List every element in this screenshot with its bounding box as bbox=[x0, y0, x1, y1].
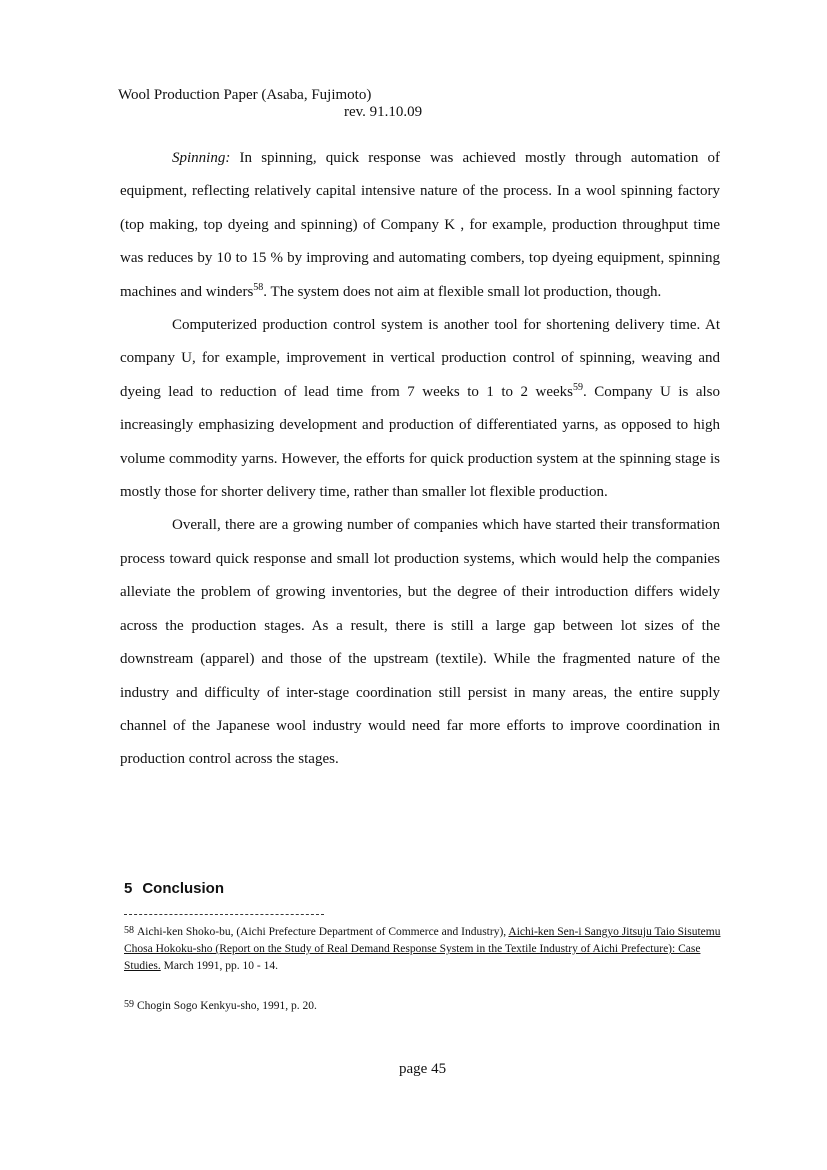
section-title: Conclusion bbox=[142, 880, 225, 897]
body-text bbox=[120, 142, 720, 777]
footnote-marker: 58 bbox=[124, 925, 134, 936]
paragraph-production-control bbox=[120, 309, 720, 509]
paragraph-lead: Spinning: bbox=[172, 150, 231, 166]
running-header bbox=[118, 86, 423, 120]
paragraph-text: . Company U is also increasingly emphasizing development and production of differentiated yarns, as opposed to high volume commodity yarns. However, the efforts for quick production system at the spinning stage is mostly those for shorter delivery time, rather than smaller lot flexible production. bbox=[120, 383, 720, 501]
footnote-ref-59: 59 bbox=[572, 381, 583, 393]
page-number: page 45 bbox=[399, 1061, 447, 1077]
footnote-citation-title: Aichi-ken Sen-i Sangyo Jitsuju Taio Sisutemu Chosa Hokoku-sho (Report on the Study of Real Demand Response System in the Textile Industry of Aichi Prefecture): Case Studies. bbox=[124, 926, 721, 972]
paragraph-text: Computerized production control system is another tool for shortening delivery time. At company U, for example, improvement in vertical production control of spinning, weaving and dyeing lead to reduction of lead time from 7 weeks to 1 to 2 weeks bbox=[120, 317, 720, 400]
section-number: 5 bbox=[124, 880, 133, 897]
footnote-ref-58: 58 bbox=[253, 281, 264, 293]
header-revision: rev. 91.10.09 bbox=[344, 104, 423, 120]
footnote-58 bbox=[124, 924, 724, 975]
paragraph-text: In spinning, quick response was achieved mostly through automation of equipment, reflecting relatively capital intensive nature of the process. In a wool spinning factory (top making, top dyeing and spinning) of Company K , for example, production throughput time was reduces by 10 to 15 % by improving and automating combers, top dyeing equipment, spinning machines and winders bbox=[120, 150, 720, 300]
paragraph-overall bbox=[120, 509, 720, 776]
paragraph-text: . The system does not aim at flexible small lot production, though. bbox=[263, 283, 662, 300]
footnote-marker: 59 bbox=[124, 999, 134, 1010]
footnote-text: Chogin Sogo Kenkyu-sho, 1991, p. 20. bbox=[137, 1000, 317, 1012]
footnote-text: March 1991, pp. 10 - 14. bbox=[160, 960, 278, 972]
footnote-59 bbox=[124, 998, 724, 1015]
header-title: Wool Production Paper (Asaba, Fujimoto) bbox=[118, 87, 372, 103]
paragraph-text: Overall, there are a growing number of companies which have started their transformation process toward quick response and small lot production systems, which would help the companies alleviate the problem of growing inventories, but the degree of their introduction differs widely across the production stages. As a result, there is still a large gap between lot sizes of the downstream (apparel) and those of the upstream (textile). While the fragmented nature of the industry and difficulty of inter-stage coordination still persist in many areas, the entire supply channel of the Japanese wool industry would need far more efforts to improve coordination in production control across the stages. bbox=[120, 517, 720, 768]
section-heading bbox=[124, 880, 224, 897]
paragraph-spinning bbox=[120, 142, 720, 309]
footnote-divider bbox=[124, 914, 324, 915]
footnote-text: Aichi-ken Shoko-bu, (Aichi Prefecture Department of Commerce and Industry), bbox=[137, 926, 509, 938]
